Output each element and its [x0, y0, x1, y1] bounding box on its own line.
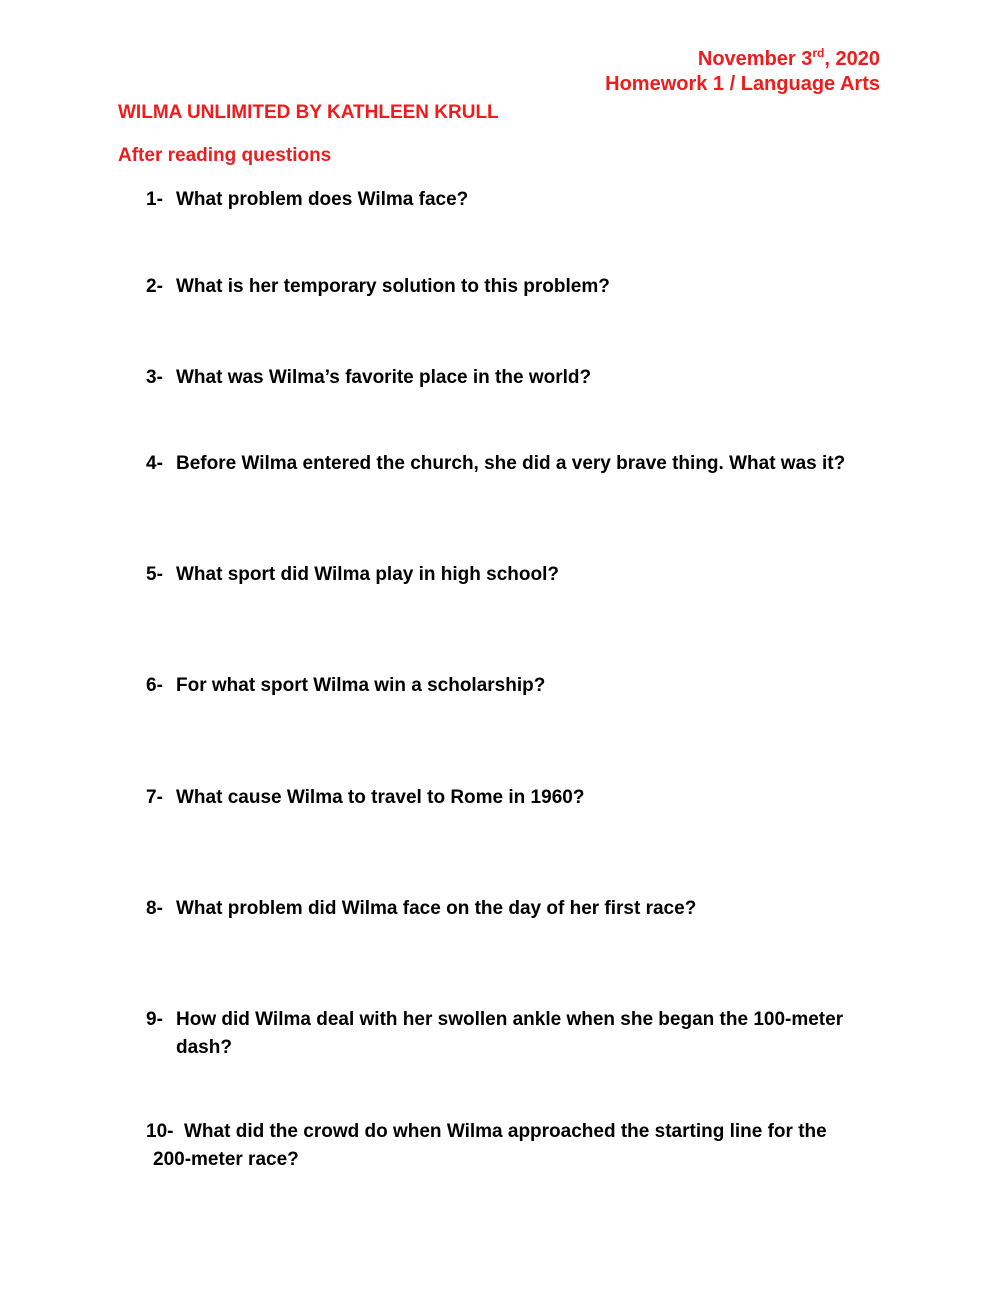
worksheet-title: WILMA UNLIMITED BY KATHLEEN KRULL: [118, 102, 499, 123]
question-text: What problem does Wilma face?: [176, 189, 469, 210]
question-text-continuation: 200-meter race?: [153, 1149, 299, 1170]
question-text-continuation: dash?: [176, 1037, 232, 1058]
question-text: What did the crowd do when Wilma approached the starting line for the: [184, 1121, 827, 1142]
question-number: 6-: [146, 675, 163, 696]
question-9: [146, 1006, 886, 1062]
date-year: , 2020: [824, 48, 880, 70]
question-text: What cause Wilma to travel to Rome in 1960?: [176, 787, 585, 808]
question-number: 4-: [146, 453, 163, 474]
question-3: [146, 364, 886, 392]
homework-heading: Homework 1 / Language Arts: [605, 73, 880, 95]
question-8: [146, 895, 886, 923]
question-number: 10-: [146, 1121, 174, 1142]
worksheet-subtitle: After reading questions: [118, 145, 332, 166]
question-number: 8-: [146, 898, 163, 919]
question-text: Before Wilma entered the church, she did a very brave thing. What was it?: [176, 453, 846, 474]
question-number: 5-: [146, 564, 163, 585]
question-number: 1-: [146, 189, 163, 210]
question-6: [146, 672, 886, 700]
question-text: What problem did Wilma face on the day of her first race?: [176, 898, 697, 919]
question-text: For what sport Wilma win a scholarship?: [176, 675, 546, 696]
date-ordinal-suffix: rd: [812, 46, 825, 60]
date-main: November 3: [697, 48, 813, 70]
question-text: What was Wilma’s favorite place in the world?: [176, 367, 592, 388]
question-number: 7-: [146, 787, 163, 808]
question-number: 3-: [146, 367, 163, 388]
question-text: What is her temporary solution to this problem?: [176, 276, 610, 297]
question-10: [146, 1118, 886, 1174]
question-4: [146, 450, 886, 478]
question-1: [146, 186, 886, 214]
question-5: [146, 561, 886, 589]
question-number: 2-: [146, 276, 163, 297]
question-2: [146, 273, 886, 301]
question-7: [146, 784, 886, 812]
question-text: How did Wilma deal with her swollen ankle when she began the 100-meter: [176, 1009, 844, 1030]
question-number: 9-: [146, 1009, 163, 1030]
question-text: What sport did Wilma play in high school?: [176, 564, 559, 585]
date-heading: [698, 45, 880, 73]
